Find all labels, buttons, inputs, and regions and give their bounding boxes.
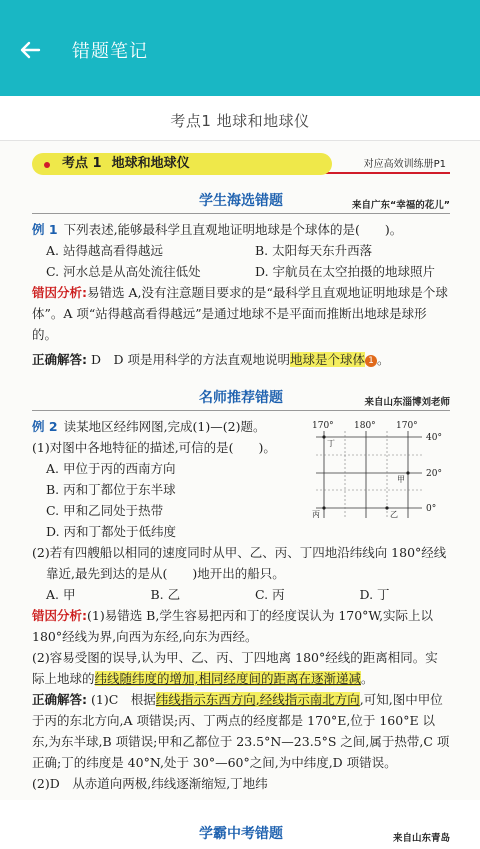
answer-label: 正确解答: <box>32 352 87 367</box>
question-1: (1)对图中各地特征的描述,可信的是( )。 <box>32 440 276 455</box>
option-b: B. 太阳每天东升西落 <box>255 243 373 258</box>
options <box>32 261 450 282</box>
q1-option-b: B. 丙和丁都位于东半球 <box>46 482 176 497</box>
note-image <box>0 141 480 844</box>
note-content <box>32 147 450 846</box>
q2-option-c: C. 丙 <box>255 587 285 602</box>
error-text: 易错选 A,没有注意题目要求的是“最科学且直观地证明地球是个球体”。A 项“站得越高看得越远”是通过地球不是平面而推断出地球是球形的。 <box>32 285 448 342</box>
error-text: (1)易错选 B,学生容易把丙和丁的经度误认为 170°W,实际上以 180°经线为界,向西为东经,向东为西经。 <box>32 608 434 644</box>
arrow-left-icon <box>19 39 41 61</box>
q1-option-a: A. 甲位于丙的西南方向 <box>46 461 176 476</box>
example-label: 例 1 <box>32 222 58 237</box>
error-analysis <box>32 282 450 345</box>
topic-bullet-icon <box>44 162 50 168</box>
lat-label: 0° <box>426 504 437 514</box>
app-bar <box>0 0 480 96</box>
question-2-cont: 靠近,最先到达的是从( )地开出的船只。 <box>46 566 285 581</box>
error-analysis <box>32 605 450 647</box>
topic-reference: 对应高效训练册P1 <box>363 159 446 170</box>
option-a: A. 站得越高看得越远 <box>46 243 163 258</box>
section-header <box>32 189 450 215</box>
options <box>32 584 450 605</box>
section-rule <box>32 410 450 411</box>
point-label: 乙 <box>390 510 398 519</box>
section-source: 来自山东淄博刘老师 <box>364 397 450 408</box>
topic-name: 地球和地球仪 <box>111 156 190 171</box>
error-analysis-2: (2)容易受图的误导,认为甲、乙、丙、丁四地离 180°经线的距离相同。实际上地球的纬线随纬度的增加,相同经度间的距离在逐渐递减。 <box>32 650 438 686</box>
highlight: 纬线指示东西方向,经线指示南北方向 <box>155 692 360 707</box>
correct-answer: 正确解答: D D 项是用科学的方法直观地说明地球是个球体 1 。 <box>32 352 390 367</box>
section-header <box>32 386 450 412</box>
section-title: 学生海选错题 <box>199 193 283 209</box>
error-label: 错因分析: <box>32 285 87 300</box>
q2-option-d: D. 丁 <box>359 587 390 602</box>
topic-header <box>32 153 450 175</box>
section-rule <box>32 213 450 214</box>
point-label: 甲 <box>397 475 405 484</box>
highlight: 地球是个球体 <box>290 352 366 367</box>
note-subheader <box>0 96 480 142</box>
point-label: 丙 <box>312 510 320 519</box>
q1-option-d: D. 丙和丁都处于低纬度 <box>46 524 177 539</box>
example-1 <box>32 219 450 370</box>
option-c: C. 河水总是从高处流往低处 <box>46 264 201 279</box>
lat-label: 20° <box>426 469 442 479</box>
point-label: 丁 <box>327 439 335 448</box>
number-badge: 1 <box>365 355 377 367</box>
lat-lon-grid-map <box>308 418 450 522</box>
q1-option-c: C. 甲和乙同处于热带 <box>46 503 164 518</box>
topic-number: 考点 1 <box>62 156 102 171</box>
lat-label: 40° <box>426 433 442 443</box>
note-subheader-title: 考点1 地球和地球仪 <box>170 112 310 130</box>
example-2 <box>32 416 450 794</box>
highlight: 纬线随纬度的增加,相同经度间的距离在逐渐递减 <box>94 671 361 686</box>
answer-label: 正确解答: <box>32 692 87 707</box>
page-title: 错题笔记 <box>72 41 148 62</box>
options <box>32 240 450 261</box>
section-header <box>32 820 450 846</box>
lon-label: 170° <box>312 421 334 431</box>
lon-label: 180° <box>354 421 376 431</box>
question-2: (2)若有四艘船以相同的速度同时从甲、乙、丙、丁四地沿纬线向 180°经线 <box>32 545 447 560</box>
example-intro: 读某地区经纬网图,完成(1)—(2)题。 <box>63 419 266 434</box>
q2-option-a: A. 甲 <box>46 587 76 602</box>
q2-option-b: B. 乙 <box>150 587 181 602</box>
lon-label: 170° <box>396 421 418 431</box>
correct-answer: 正确解答: (1)C 根据纬线指示东西方向,经线指示南北方向,可知,图中甲位于丙的东北方向,A 项错误;丙、丁两点的经度都是 170°E,位于 160°E 以东,为东半球,B 项错误;甲和乙都位于 23.5°N—23.5°S 之间,属于热带,C 项正确;丁的纬度是 40°N,处于 30°—60°之间,为中纬度,D 项错误。 <box>32 692 450 770</box>
correct-answer-2: (2)D 从赤道向两极,纬线逐渐缩短,丁地纬 <box>32 776 268 791</box>
option-d: D. 宇航员在太空拍摄的地球照片 <box>255 264 436 279</box>
example-label: 例 2 <box>32 419 58 434</box>
section-title: 名师推荐错题 <box>199 390 283 406</box>
section-source: 来自山东青岛 <box>392 833 450 844</box>
section-source: 来自广东“幸福的花儿” <box>352 200 450 211</box>
back-button[interactable] <box>12 32 48 68</box>
example-question: 下列表述,能够最科学且直观地证明地球是个球体的是( )。 <box>63 222 403 237</box>
error-label: 错因分析: <box>32 608 87 623</box>
section-title: 学霸中考错题 <box>199 826 283 842</box>
